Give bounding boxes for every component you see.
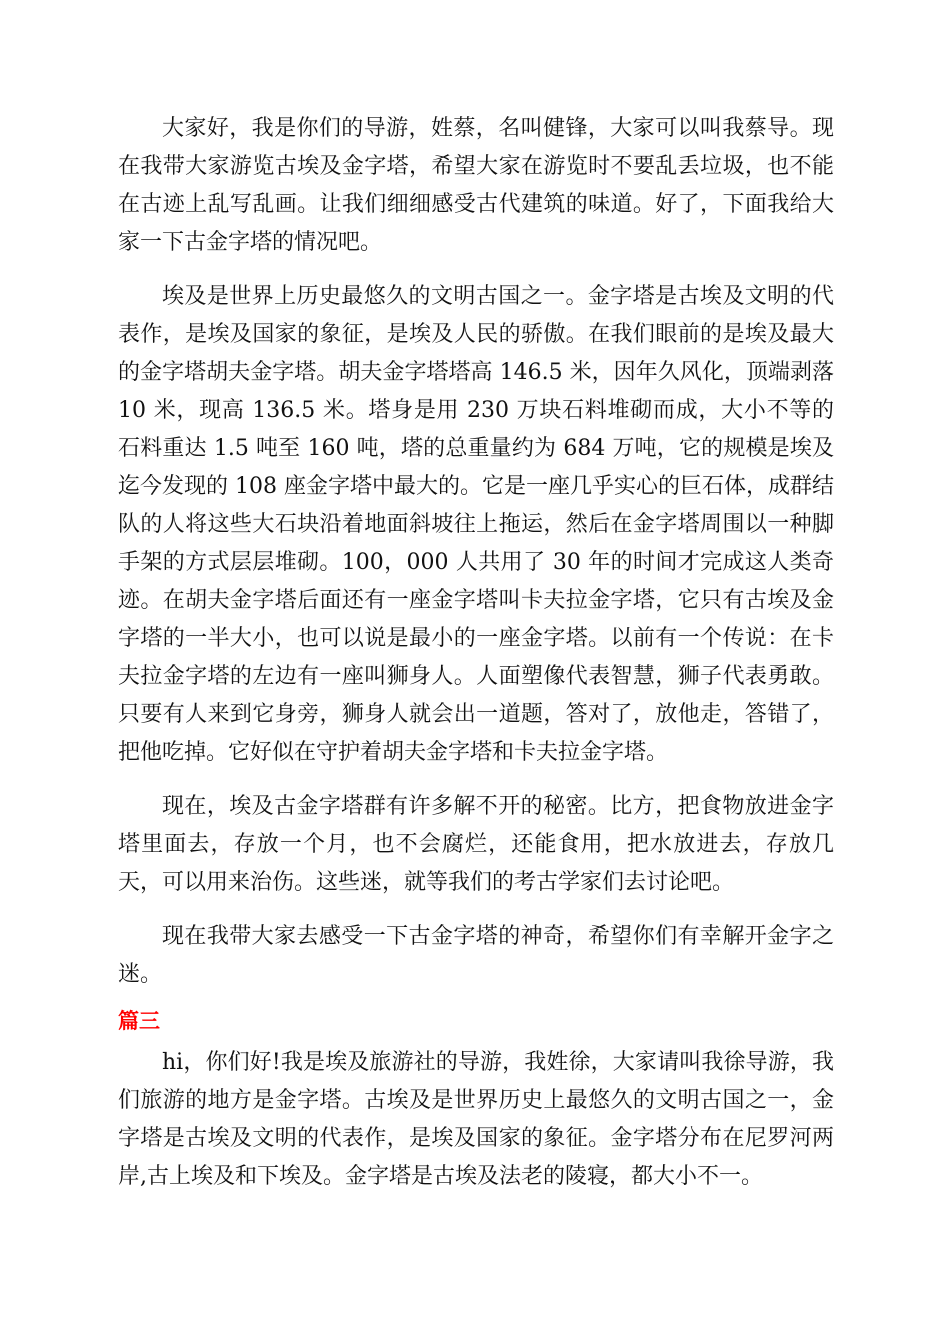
paragraph-section-three: hi，你们好!我是埃及旅游社的导游，我姓徐，大家请叫我徐导游，我们旅游的地方是金字塔。古埃及是世界历史上最悠久的文明古国之一，金字塔是古埃及文明的代表作，是埃及国家的象征。金字塔分布在尼罗河两岸,古上埃及和下埃及。金字塔是古埃及法老的陵寝，都大小不一。	[118, 1050, 834, 1189]
paragraph-pyramid-secrets: 现在，埃及古金字塔群有许多解不开的秘密。比方，把食物放进金字塔里面去，存放一个月，也不会腐烂，还能食用，把水放进去，存放几天，可以用来治伤。这些迷，就等我们的考古学家们去讨论吧。	[118, 794, 834, 895]
paragraph-pyramid-history: 埃及是世界上历史最悠久的文明古国之一。金字塔是古埃及文明的代表作，是埃及国家的象征，是埃及人民的骄傲。在我们眼前的是埃及最大的金字塔胡夫金字塔。胡夫金字塔塔高 146.5 米，因年久风化，顶端剥落 10 米，现高 136.5 米。塔身是用 230 万块石料堆砌而成，大小不等的石料重达 1.5 吨至 160 吨，塔的总重量约为 684 万吨，它的规模是埃及迄今发现的 108 座金字塔中最大的。它是一座几乎实心的巨石体，成群结队的人将这些大石块沿着地面斜坡往上拖运，然后在金字塔周围以一种脚手架的方式层层堆砌。100，000 人共用了 30 年的时间才完成这人类奇迹。在胡夫金字塔后面还有一座金字塔叫卡夫拉金字塔，它只有古埃及金字塔的一半大小，也可以说是最小的一座金字塔。以前有一个传说：在卡夫拉金字塔的左边有一座叫狮身人。人面塑像代表智慧，狮子代表勇敢。只要有人来到它身旁，狮身人就会出一道题，答对了，放他走，答错了，把他吃掉。它好似在守护着胡夫金字塔和卡夫拉金字塔。	[118, 284, 834, 765]
paragraph-greeting: 大家好，我是你们的导游，姓蔡，名叫健锋，大家可以叫我蔡导。现在我带大家游览古埃及金字塔，希望大家在游览时不要乱丢垃圾，也不能在古迹上乱写乱画。让我们细细感受古代建筑的味道。好了，下面我给大家一下古金字塔的情况吧。	[118, 116, 834, 255]
paragraph-closing: 现在我带大家去感受一下古金字塔的神奇，希望你们有幸解开金字之迷。	[118, 924, 834, 987]
document-body	[118, 110, 834, 1212]
section-heading: 篇三	[118, 1009, 160, 1033]
